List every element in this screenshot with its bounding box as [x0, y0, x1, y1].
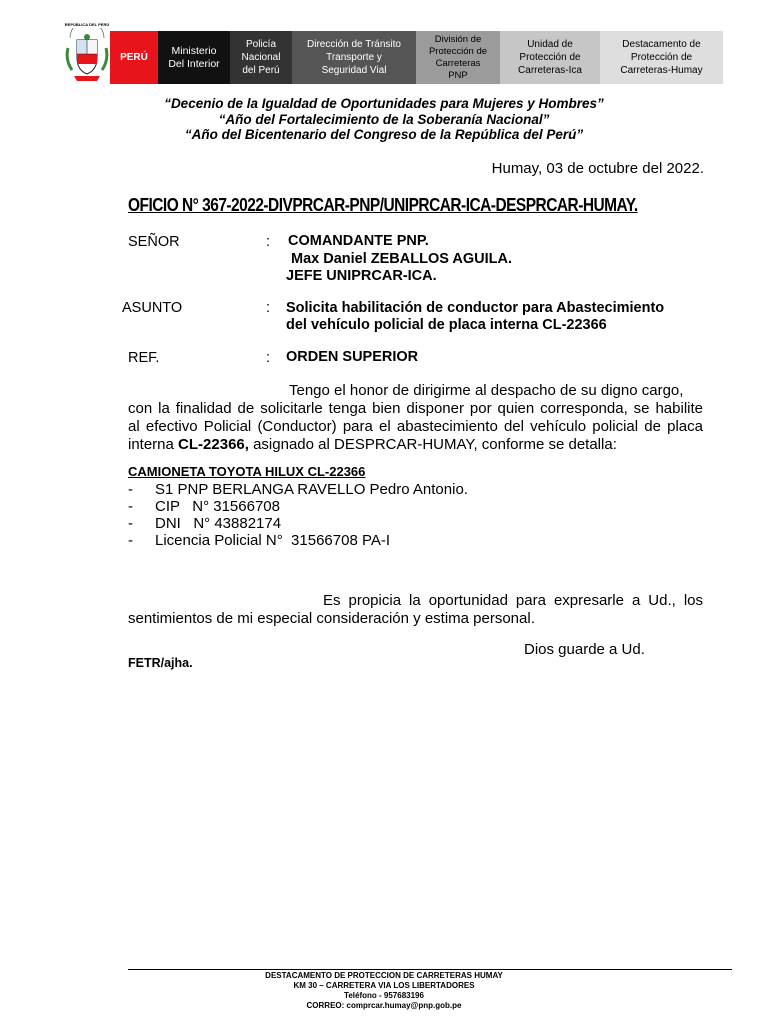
senor-line-2: Max Daniel ZEBALLOS AGUILA. [291, 251, 513, 267]
header-destacamento-line-1: Destacamento de [622, 39, 701, 50]
header-direccion-line-2: Transporte y [326, 52, 382, 63]
ref-label: REF. [128, 350, 160, 366]
footer-line-3: Teléfono - 957683196 [344, 991, 424, 1000]
header-direccion-line-3: Seguridad Vial [321, 65, 387, 76]
ref-value: ORDEN SUPERIOR [286, 349, 419, 365]
vehicle-item [128, 515, 281, 532]
header-ministerio-line-2: Del Interior [168, 57, 220, 70]
vehicle-item [128, 481, 468, 498]
vehicle-item [128, 498, 280, 515]
vehicle-item-dash: - [128, 515, 133, 532]
vehicle-item-dash: - [128, 481, 133, 498]
header-policia-line-2: Nacional [241, 52, 281, 63]
header-division-line-2: Protección de [428, 45, 488, 57]
coat-of-arms-emblem [64, 22, 110, 84]
motto-line-3: “Año del Bicentenario del Congreso de la República del Perú” [184, 127, 584, 142]
motto-line-2: “Año del Fortalecimiento de la Soberanía Nacional” [218, 112, 550, 127]
header-policia-line-1: Policía [245, 39, 276, 50]
senor-label: SEÑOR [128, 234, 180, 250]
asunto-label: ASUNTO [122, 300, 183, 316]
body-line-4-pre: interna [128, 436, 179, 453]
vehicle-item-text: DNI N° 43882174 [155, 515, 282, 532]
motto-line-1: “Decenio de la Igualdad de Oportunidades para Mujeres y Hombres” [164, 96, 604, 111]
senor-colon: : [266, 234, 271, 250]
asunto-line-2: del vehículo policial de placa interna CL-22366 [286, 317, 607, 333]
vehicle-item-dash: - [128, 532, 133, 549]
body-line-1: Tengo el honor de dirigirme al despacho de su digno cargo, [289, 382, 684, 399]
emblem-caption: REPÚBLICA DEL PERÚ [64, 22, 110, 27]
closing-paragraph [128, 592, 703, 628]
closing-line-2: sentimientos de mi especial consideración y estima personal. [128, 610, 535, 627]
vehicle-item-text: CIP N° 31566708 [155, 498, 280, 515]
header-division [416, 31, 500, 84]
header-direccion [292, 31, 416, 84]
closing-dios-guarde: Dios guarde a Ud. [524, 641, 645, 658]
ref-colon: : [266, 350, 271, 366]
vehicle-item [128, 532, 390, 549]
footer-divider [128, 969, 732, 970]
body-paragraph [128, 382, 703, 454]
header-unidad-line-2: Protección de [519, 52, 581, 63]
header-division-line-4: PNP [448, 69, 468, 81]
initials: FETR/ajha. [128, 656, 193, 670]
body-line-4-post: asignado al DESPRCAR-HUMAY, conforme se detalla: [248, 436, 617, 453]
header-unidad-line-1: Unidad de [527, 39, 573, 50]
senor-line-1: COMANDANTE PNP. [288, 233, 429, 249]
asunto-line-1: Solicita habilitación de conductor para Abastecimiento [286, 300, 665, 316]
header-division-line-3: Carreteras [435, 57, 481, 69]
asunto-colon: : [266, 300, 271, 316]
body-line-4-bold: CL-22366, [178, 436, 249, 453]
document-date: Humay, 03 de octubre del 2022. [491, 160, 704, 177]
header-destacamento-line-3: Carreteras-Humay [620, 65, 703, 76]
header-division-line-1: División de [434, 33, 482, 45]
footer-line-4: CORREO: comprcar.humay@pnp.gob.pe [306, 1001, 462, 1010]
header-ministerio [158, 31, 230, 84]
vehicle-title: CAMIONETA TOYOTA HILUX CL-22366 [128, 464, 366, 479]
header-peru-text: PERÚ [120, 52, 148, 63]
oficio-number-title: OFICIO N° 367-2022-DIVPRCAR-PNP/UNIPRCAR-ICA-DESPRCAR-HUMAY. [128, 195, 638, 215]
senor-line-3: JEFE UNIPRCAR-ICA. [286, 268, 437, 284]
vehicle-item-text: S1 PNP BERLANGA RAVELLO Pedro Antonio. [155, 481, 468, 498]
header-policia [230, 31, 292, 84]
header-direccion-line-1: Dirección de Tránsito [307, 39, 401, 50]
header-unidad [500, 31, 600, 84]
header-destacamento [600, 31, 723, 84]
closing-line-1: Es propicia la oportunidad para expresarle a Ud., los [323, 592, 703, 609]
header-ministerio-line-1: Ministerio [171, 44, 217, 57]
footer-line-2: KM 30 – CARRETERA VIA LOS LIBERTADORES [293, 981, 475, 990]
header-peru [110, 31, 158, 84]
vehicle-item-dash: - [128, 498, 133, 515]
body-line-3: al efectivo Policial (Conductor) para el abastecimiento del vehículo policial de placa [128, 418, 703, 435]
header-unidad-line-3: Carreteras-Ica [518, 65, 582, 76]
vehicle-item-text: Licencia Policial N° 31566708 PA-I [155, 532, 391, 549]
body-line-2: con la finalidad de solicitarle tenga bien disponer por quien corresponda, se habilite [128, 400, 703, 417]
header-destacamento-line-2: Protección de [630, 52, 693, 63]
body-line-4 [128, 436, 703, 454]
header-policia-line-3: del Perú [242, 65, 280, 76]
footer-line-1: DESTACAMENTO DE PROTECCION DE CARRETERAS HUMAY [265, 971, 503, 980]
